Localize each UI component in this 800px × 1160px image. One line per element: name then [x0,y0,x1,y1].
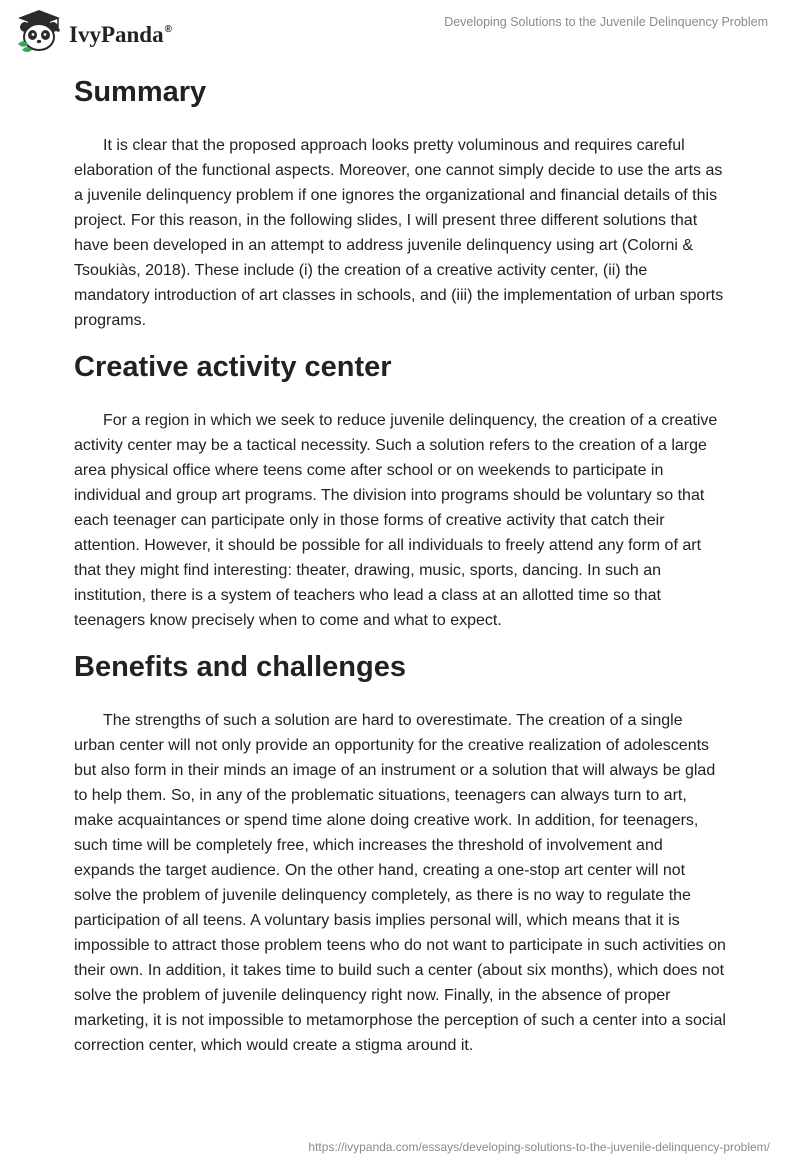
source-url[interactable]: https://ivypanda.com/essays/developing-solutions-to-the-juvenile-delinquency-problem/ [308,1140,770,1154]
panda-graduate-icon [14,8,64,54]
ivypanda-logo[interactable] [14,8,194,56]
running-title: Developing Solutions to the Juvenile Delinquency Problem [444,15,768,29]
essay-content [74,74,726,1058]
page-header [0,0,800,64]
registered-mark: ® [164,24,172,35]
heading-creative-activity-center: Creative activity center [74,351,392,383]
heading-benefits-and-challenges: Benefits and challenges [74,651,406,683]
paragraph-benefits-and-challenges: The strengths of such a solution are hard to overestimate. The creation of a single urban center will not only provide an opportunity for the creative realization of adolescents but also form in their minds an image of an instrument or a solution that will always be glad to help them. So, in any of the problematic situations, teenagers can always turn to art, make acquaintances or spend time alone doing creative work. In addition, for teenagers, such time will be completely free, which increases the threshold of involvement and expands the target audience. On the other hand, creating a one-stop art center will not solve the problem of juvenile delinquency completely, as there is no way to regulate the participation of all teens. A voluntary basis implies personal will, which means that it is impossible to attract those problem teens who do not want to participate in such activities on their own. In addition, it takes time to build such a center (about six months), which does not solve the problem of juvenile delinquency right now. Finally, in the absence of proper marketing, it is not impossible to metamorphose the perception of such a center into a social correction center, which would create a stigma around it. [74,712,726,1054]
brand-name: IvyPanda® [69,22,172,47]
heading-summary: Summary [74,76,207,108]
paragraph-summary: It is clear that the proposed approach looks pretty voluminous and requires careful elaboration of the functional aspects. Moreover, one cannot simply decide to use the arts as a juvenile delinquency problem if one ignores the organizational and financial details of this project. For this reason, in the following slides, I will present three different solutions that have been developed in an attempt to address juvenile delinquency using art (Colorni & Tsoukiàs, 2018). These include (i) the creation of a creative activity center, (ii) the mandatory introduction of art classes in schools, and (iii) the implementation of urban sports programs. [74,137,724,329]
paragraph-creative-activity-center: For a region in which we seek to reduce juvenile delinquency, the creation of a creative activity center may be a tactical necessity. Such a solution refers to the creation of a large area physical office where teens come after school or on weekends to participate in individual and group art programs. The division into programs should be voluntary so that each teenager can participate only in those forms of creative activity that catch their attention. However, it should be possible for all individuals to freely attend any form of art that they might find interesting: theater, drawing, music, sports, dancing. In such an institution, there is a system of teachers who lead a class at an allotted time so that teenagers know precisely when to come and what to expect. [74,412,718,629]
